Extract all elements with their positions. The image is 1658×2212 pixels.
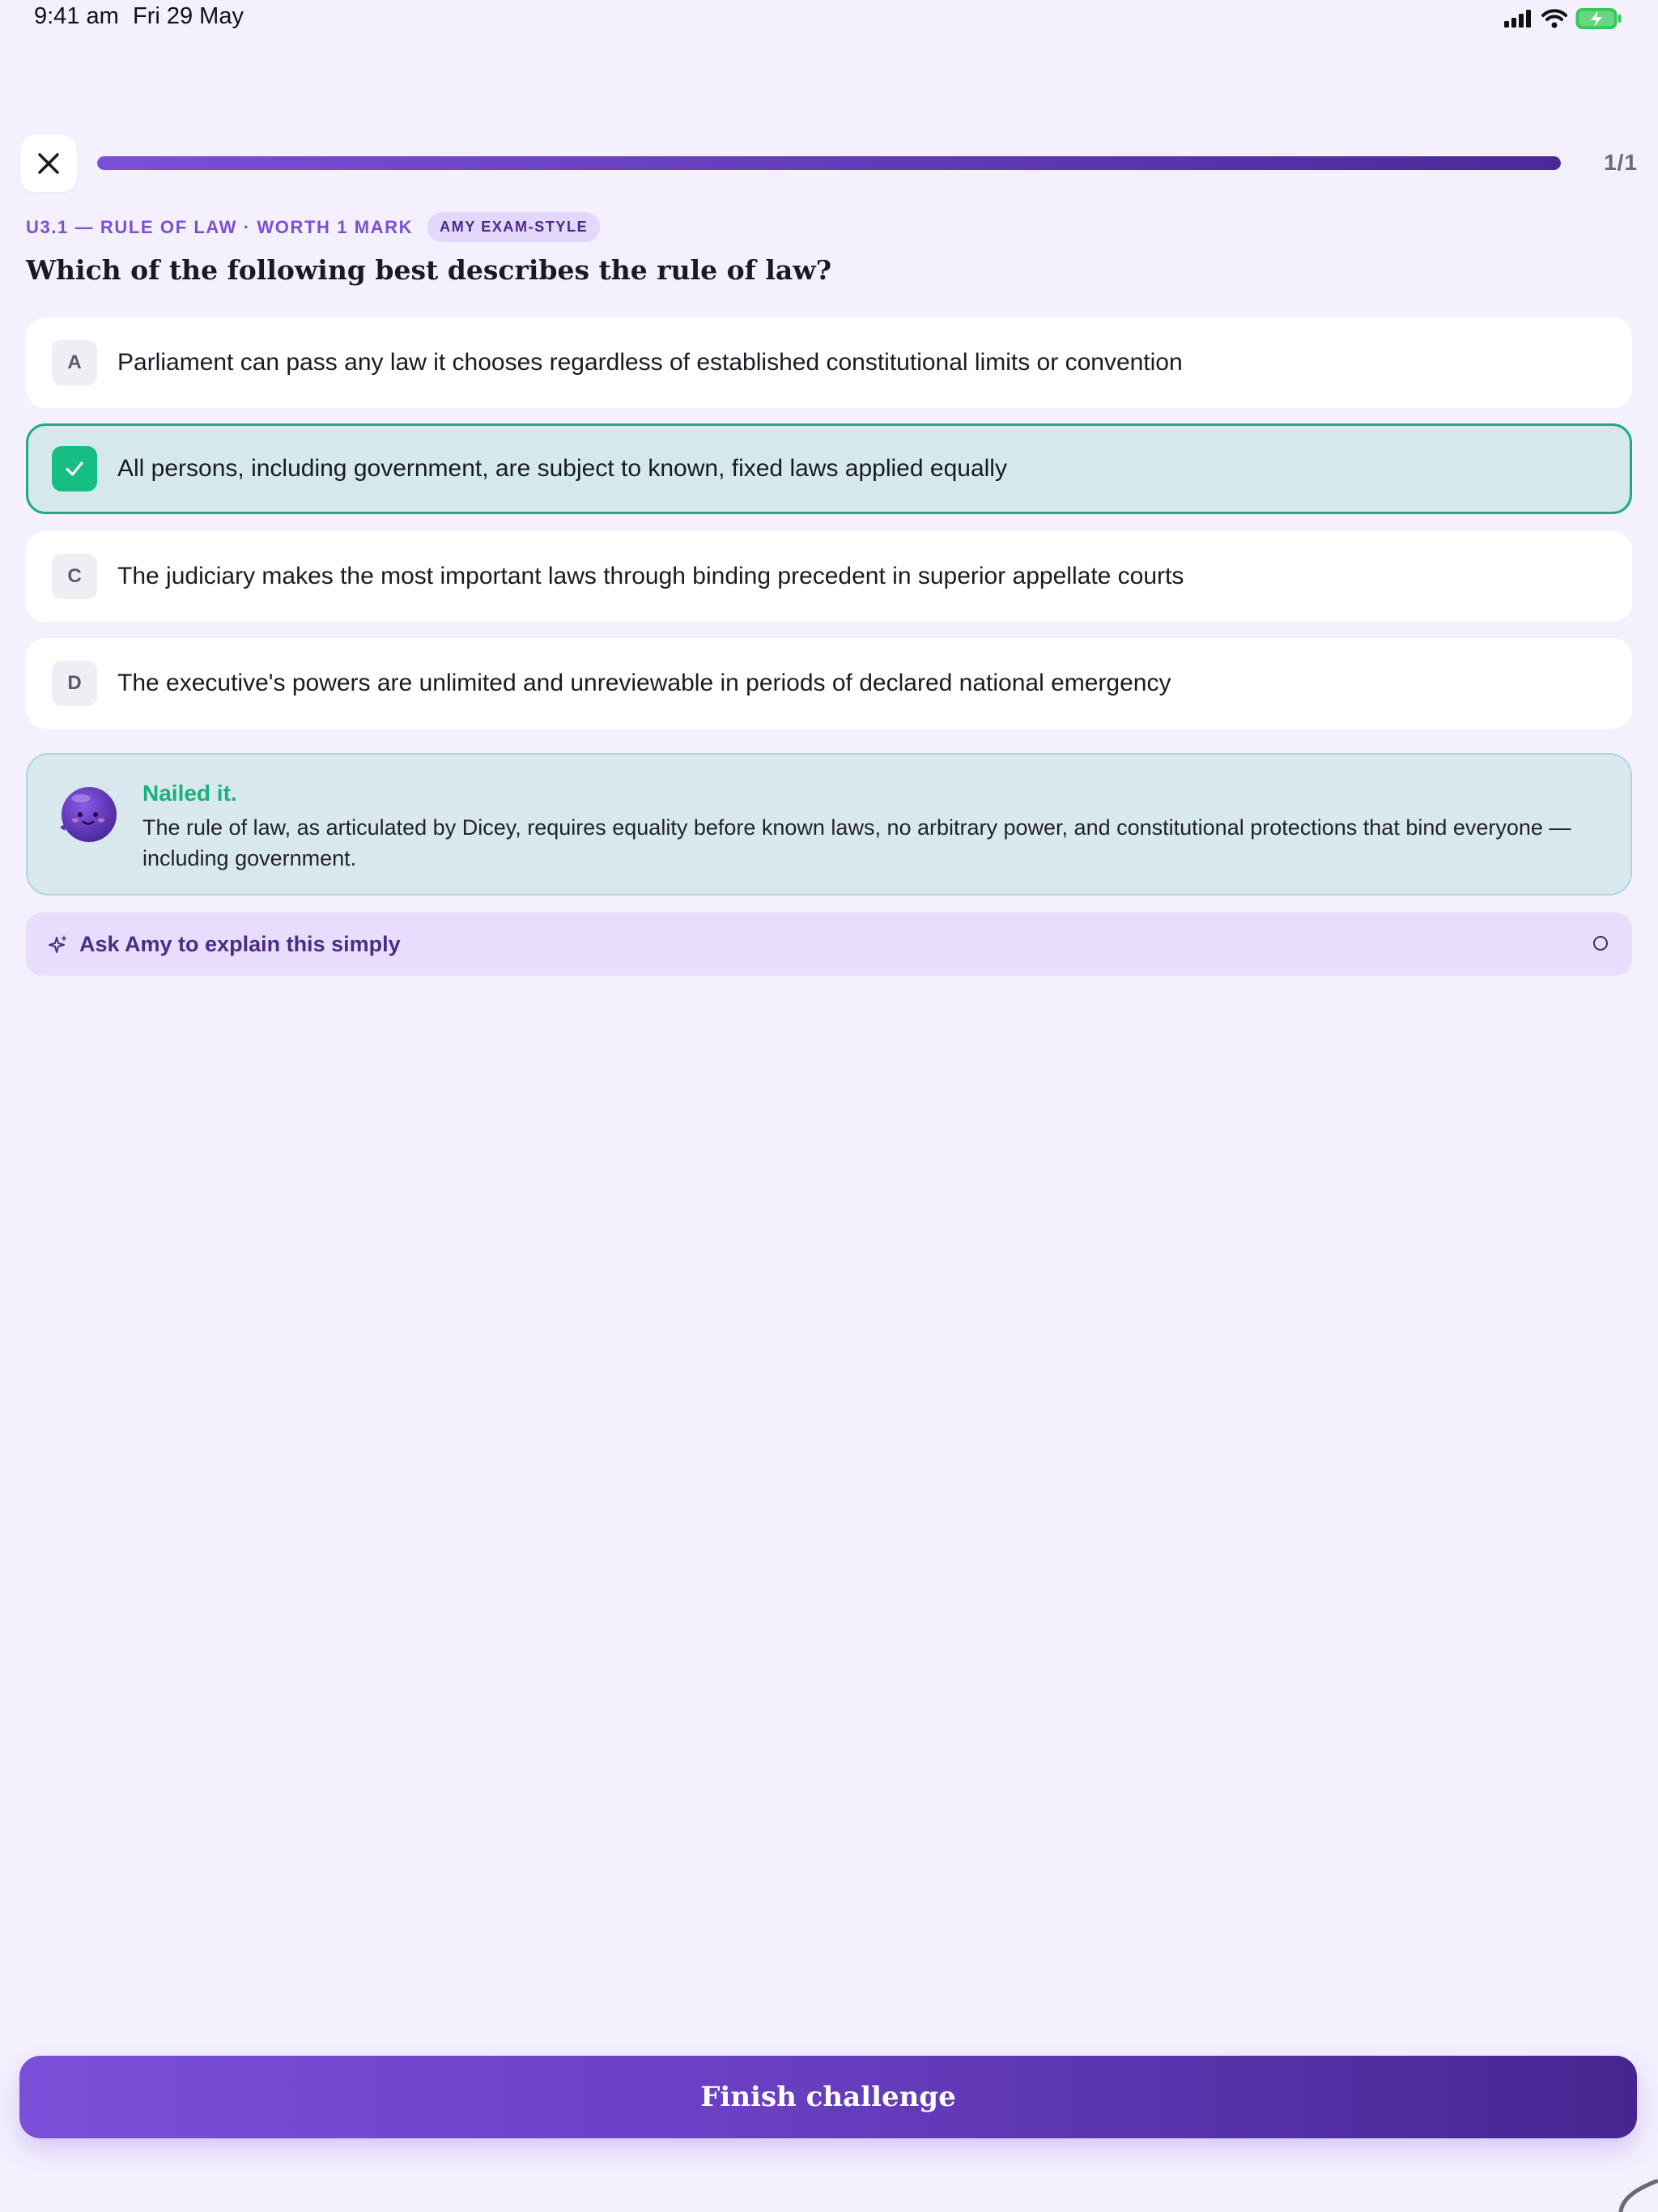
status-bar (0, 0, 1658, 36)
progress-count: 1/1 (1604, 150, 1638, 175)
wifi-icon (1541, 9, 1567, 28)
option-b[interactable] (26, 423, 1632, 514)
option-letter: A (52, 340, 97, 385)
progress-fill (97, 156, 1561, 170)
status-date: Fri 29 May (133, 3, 244, 29)
feedback-explanation: The rule of law, as articulated by Dicey, requires equality before known laws, no arbitrary power, and constitutional protections that bind everyone — including government. (142, 815, 1571, 870)
option-d[interactable] (26, 638, 1632, 729)
option-letter: C (52, 554, 97, 599)
question-topic-label: U3.1 — RULE OF LAW · WORTH 1 MARK (26, 216, 414, 237)
ask-amy-label: Ask Amy to explain this simply (79, 931, 401, 956)
finish-challenge-button[interactable]: Finish challenge (19, 2056, 1637, 2138)
exam-style-badge: AMY EXAM-STYLE (427, 212, 600, 242)
option-check (52, 446, 97, 491)
progress-bar (97, 156, 1561, 170)
feedback-title: Nailed it. (142, 781, 237, 806)
question-meta (26, 212, 600, 242)
check-icon (63, 457, 86, 480)
ask-amy-button[interactable] (26, 912, 1632, 976)
option-letter: D (52, 661, 97, 706)
amy-avatar-icon (55, 782, 120, 847)
option-text: The executive's powers are unlimited and unreviewable in periods of declared national emergency (117, 670, 1171, 696)
feedback-card (26, 753, 1632, 895)
question-text: Which of the following best describes the rule of law? (26, 254, 832, 286)
option-text: All persons, including government, are subject to known, fixed laws applied equally (117, 455, 1007, 482)
battery-charging-icon (1575, 7, 1622, 30)
cellular-signal-icon (1504, 10, 1533, 28)
option-a[interactable] (26, 317, 1632, 408)
loading-indicator-icon (1593, 936, 1608, 951)
status-time: 9:41 am (34, 3, 119, 29)
close-button[interactable] (20, 135, 77, 192)
resize-handle-icon (1616, 2170, 1658, 2212)
sparkle-icon (49, 934, 68, 954)
option-c[interactable] (26, 531, 1632, 622)
option-text: The judiciary makes the most important laws through binding precedent in superior appellate courts (117, 563, 1184, 589)
option-text: Parliament can pass any law it chooses regardless of established constitutional limits or convention (117, 349, 1183, 376)
status-icons (1504, 7, 1622, 30)
close-icon (36, 151, 61, 176)
